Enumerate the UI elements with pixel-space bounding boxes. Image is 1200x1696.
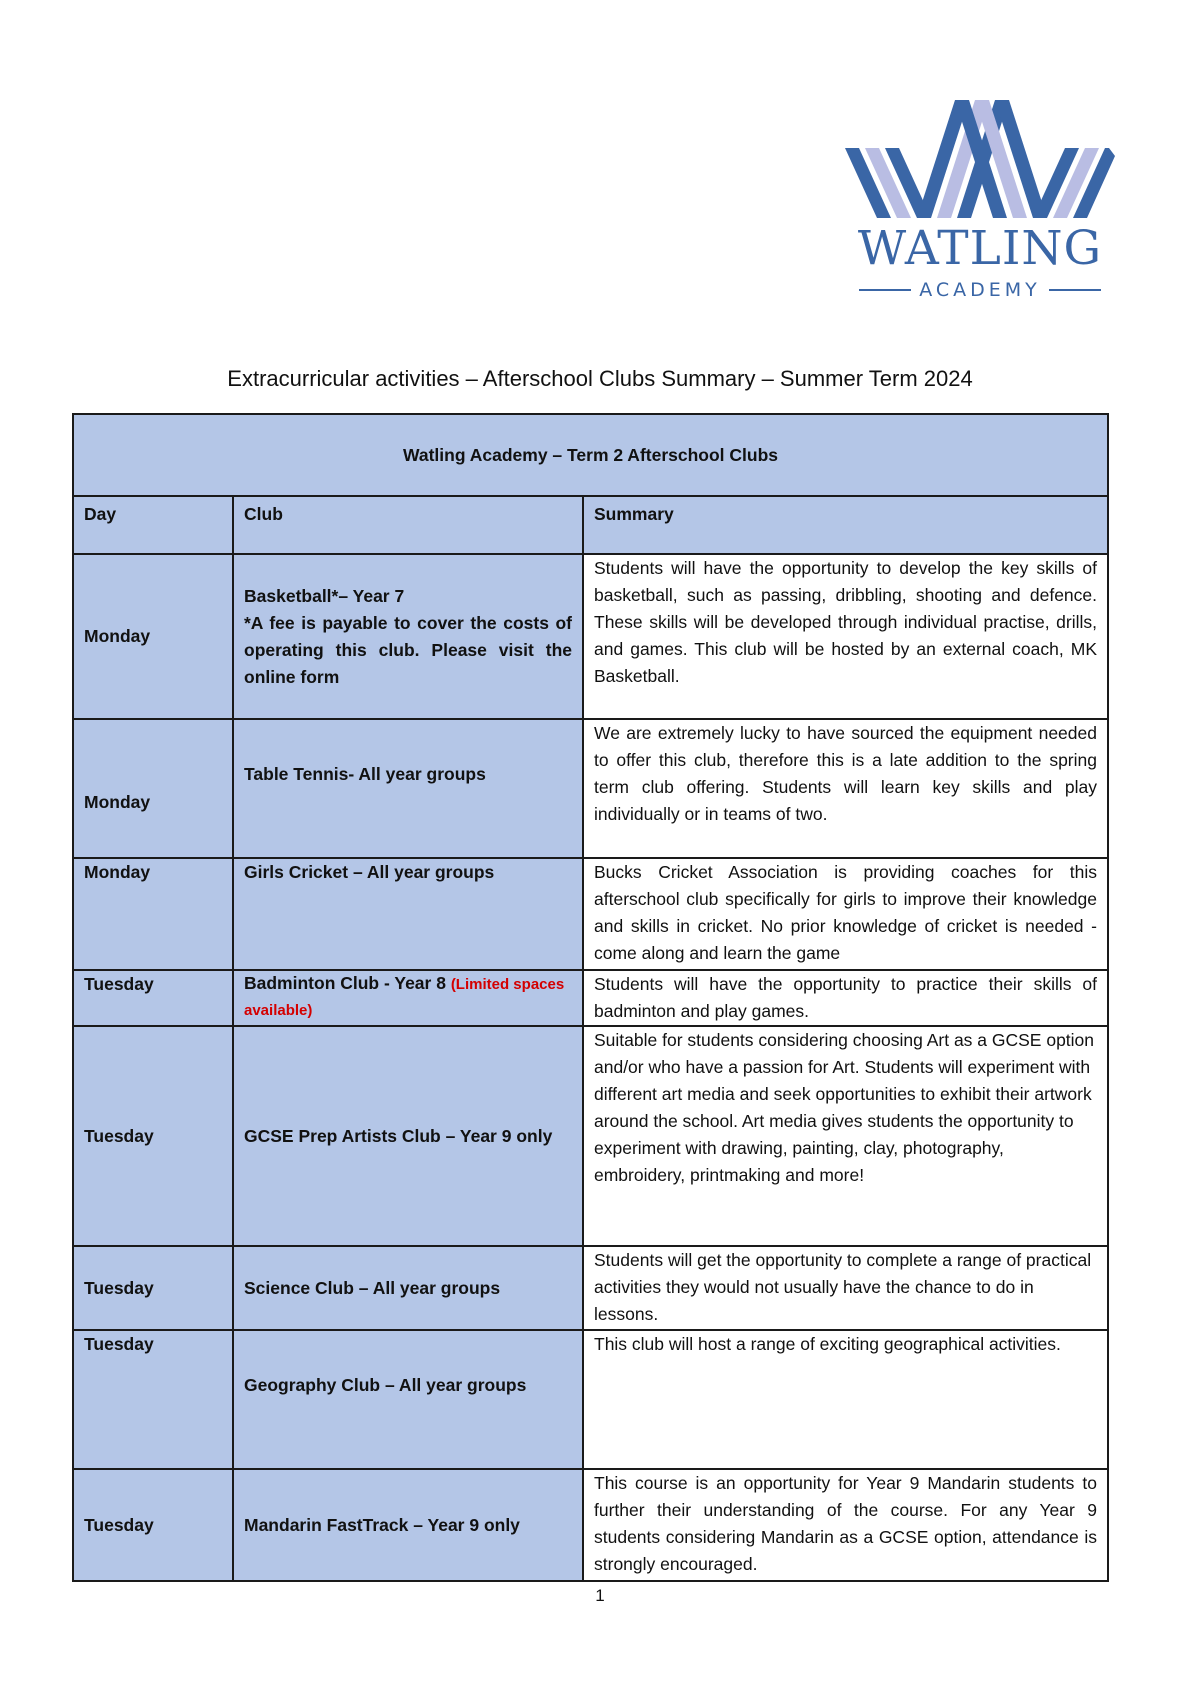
row-summary: Students will get the opportunity to complete a range of practical activities they would not usually have the chance to do in lessons. — [583, 1246, 1108, 1330]
table-row — [73, 970, 1108, 1026]
row-summary: This club will host a range of exciting geographical activities. — [583, 1330, 1108, 1469]
row-club — [233, 970, 583, 1026]
row-day: Tuesday — [73, 1330, 233, 1469]
club-name: Badminton Club - Year 8 — [244, 973, 446, 993]
row-summary: Suitable for students considering choosing Art as a GCSE option and/or who have a passion for Art. Students will experiment with different art media and seek opportunities to exhibit their artwork around the school. Art media gives students the opportunity to experiment with drawing, painting, clay, photography, embroidery, printmaking and more! — [583, 1026, 1108, 1246]
row-summary: Bucks Cricket Association is providing coaches for this afterschool club specifically for girls to improve their knowledge and skills in cricket. No prior knowledge of cricket is needed - come along and learn the game — [583, 858, 1108, 970]
table-row — [73, 1469, 1108, 1581]
logo-subtitle — [845, 278, 1115, 302]
row-club: Table Tennis- All year groups — [233, 719, 583, 858]
row-day: Tuesday — [73, 970, 233, 1026]
row-day: Monday — [73, 719, 233, 858]
row-club: Girls Cricket – All year groups — [233, 858, 583, 970]
header-day: Day — [73, 496, 233, 554]
clubs-table — [72, 413, 1109, 1582]
logo-rule-right — [1049, 289, 1101, 291]
logo-subtitle-text: ACADEMY — [919, 279, 1041, 301]
row-club: Science Club – All year groups — [233, 1246, 583, 1330]
table-row — [73, 1246, 1108, 1330]
row-day: Tuesday — [73, 1026, 233, 1246]
table-header-row — [73, 496, 1108, 554]
logo-chevron-icon — [845, 100, 1115, 220]
document-title: Extracurricular activities – Afterschool Clubs Summary – Summer Term 2024 — [227, 366, 973, 391]
table-row — [73, 554, 1108, 719]
limited-spaces-note: (Limited spaces available) — [244, 976, 565, 1019]
row-summary: This course is an opportunity for Year 9 Mandarin students to further their understanding of the course. For any Year 9 students considering Mandarin as a GCSE option, attendance is strongly encouraged. — [583, 1469, 1108, 1581]
logo-wordmark: WATLING — [857, 221, 1103, 276]
header-summary: Summary — [583, 496, 1108, 554]
row-club: GCSE Prep Artists Club – Year 9 only — [233, 1026, 583, 1246]
row-summary: Students will have the opportunity to develop the key skills of basketball, such as passing, dribbling, shooting and defence. These skills will be developed through individual practise, drills, and games. This club will be hosted by an external coach, MK Basketball. — [583, 554, 1108, 719]
page-number: 1 — [595, 1586, 605, 1605]
logo-rule-left — [859, 289, 911, 291]
row-day: Tuesday — [73, 1469, 233, 1581]
table-row — [73, 858, 1108, 970]
row-day: Tuesday — [73, 1246, 233, 1330]
header-club: Club — [233, 496, 583, 554]
row-summary: We are extremely lucky to have sourced the equipment needed to offer this club, therefore this is a late addition to the spring term club offering. Students will learn key skills and play individually or in teams of two. — [583, 719, 1108, 858]
club-name: Basketball*– Year 7 — [244, 585, 405, 606]
table-row — [73, 1026, 1108, 1246]
table-row — [73, 719, 1108, 858]
table-row — [73, 1330, 1108, 1469]
row-day: Monday — [73, 554, 233, 719]
row-club: Mandarin FastTrack – Year 9 only — [233, 1469, 583, 1581]
table-caption-row — [73, 414, 1108, 496]
row-summary: Students will have the opportunity to practice their skills of badminton and play games. — [583, 970, 1108, 1026]
row-day: Monday — [73, 858, 233, 970]
watling-academy-logo — [845, 100, 1115, 305]
table-caption: Watling Academy – Term 2 Afterschool Clubs — [73, 414, 1108, 496]
club-note: *A fee is payable to cover the costs of operating this club. Please visit the online form — [244, 612, 572, 687]
row-club — [233, 554, 583, 719]
row-club: Geography Club – All year groups — [233, 1330, 583, 1469]
